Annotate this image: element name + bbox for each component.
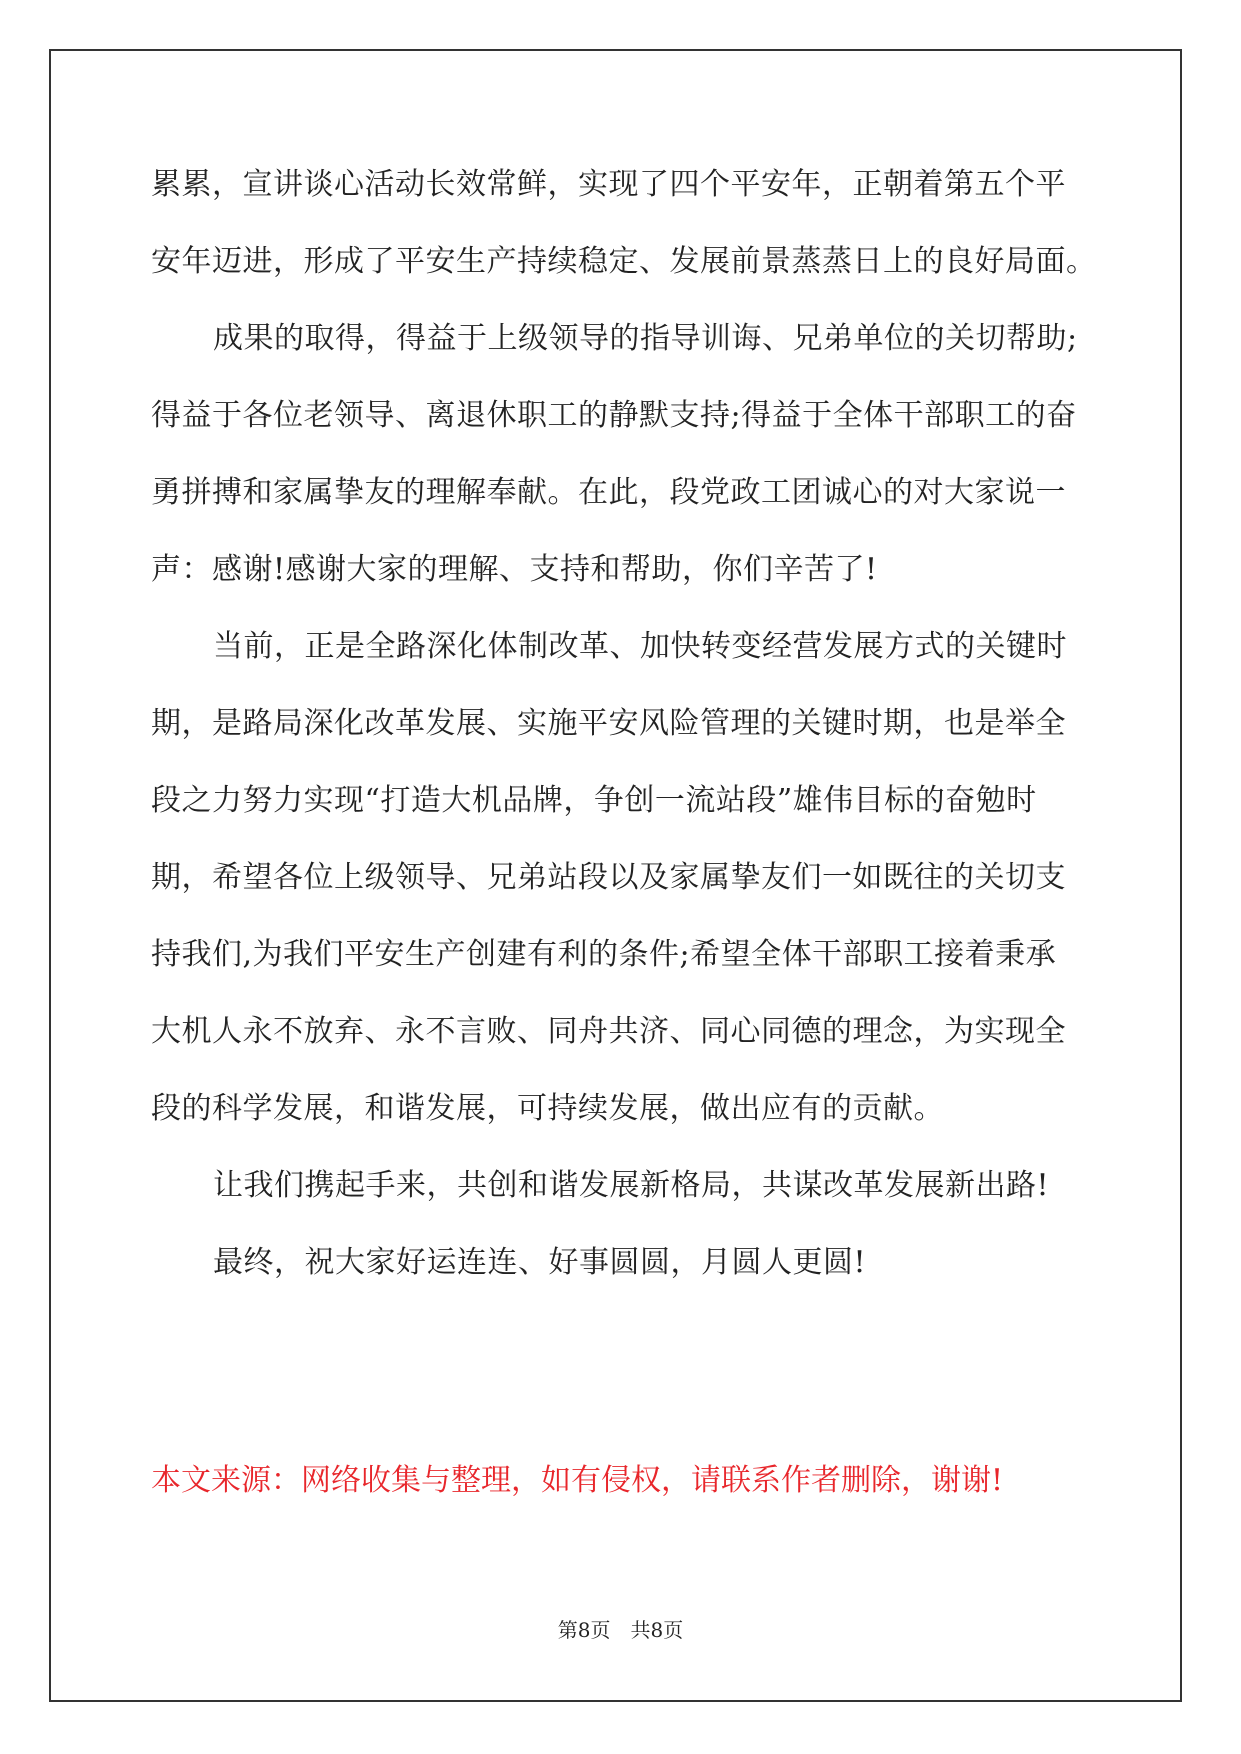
paragraph-line: 勇拼搏和家属挚友的理解奉献。在此，段党政工团诚心的对大家说一 — [151, 475, 1066, 510]
paragraph-line: 持我们,为我们平安生产创建有利的条件;希望全体干部职工接着秉承 — [151, 937, 1057, 972]
page-footer — [0, 1614, 1241, 1643]
page-total: 共8页 — [630, 1618, 684, 1642]
page-current: 第8页 — [557, 1618, 611, 1642]
paragraph-line: 段的科学发展，和谐发展，可持续发展，做出应有的贡献。 — [151, 1091, 944, 1126]
paragraph-line: 成果的取得，得益于上级领导的指导训诲、兄弟单位的关切帮助; — [213, 321, 1078, 356]
paragraph-line: 让我们携起手来，共创和谐发展新格局，共谋改革发展新出路! — [213, 1168, 1050, 1203]
paragraph-line: 声：感谢!感谢大家的理解、支持和帮助，你们辛苦了! — [151, 552, 878, 587]
paragraph-line: 最终，祝大家好运连连、好事圆圆，月圆人更圆! — [213, 1245, 867, 1280]
paragraph-line: 大机人永不放弃、永不言败、同舟共济、同心同德的理念，为实现全 — [151, 1014, 1066, 1049]
paragraph-line: 当前，正是全路深化体制改革、加快转变经营发展方式的关键时 — [213, 629, 1067, 664]
paragraph-line: 段之力努力实现“打造大机品牌，争创一流站段”雄伟目标的奋勉时 — [151, 783, 1037, 818]
source-note: 本文来源：网络收集与整理，如有侵权，请联系作者删除，谢谢! — [151, 1463, 1004, 1498]
paragraph-line: 安年迈进，形成了平安生产持续稳定、发展前景蒸蒸日上的良好局面。 — [151, 244, 1097, 279]
paragraph-line: 得益于各位老领导、离退休职工的静默支持;得益于全体干部职工的奋 — [151, 398, 1077, 433]
paragraph-line: 期，希望各位上级领导、兄弟站段以及家属挚友们一如既往的关切支 — [151, 860, 1066, 895]
paragraph-line: 期，是路局深化改革发展、实施平安风险管理的关键时期，也是举全 — [151, 706, 1066, 741]
paragraph-line: 累累，宣讲谈心活动长效常鲜，实现了四个平安年，正朝着第五个平 — [151, 167, 1066, 202]
